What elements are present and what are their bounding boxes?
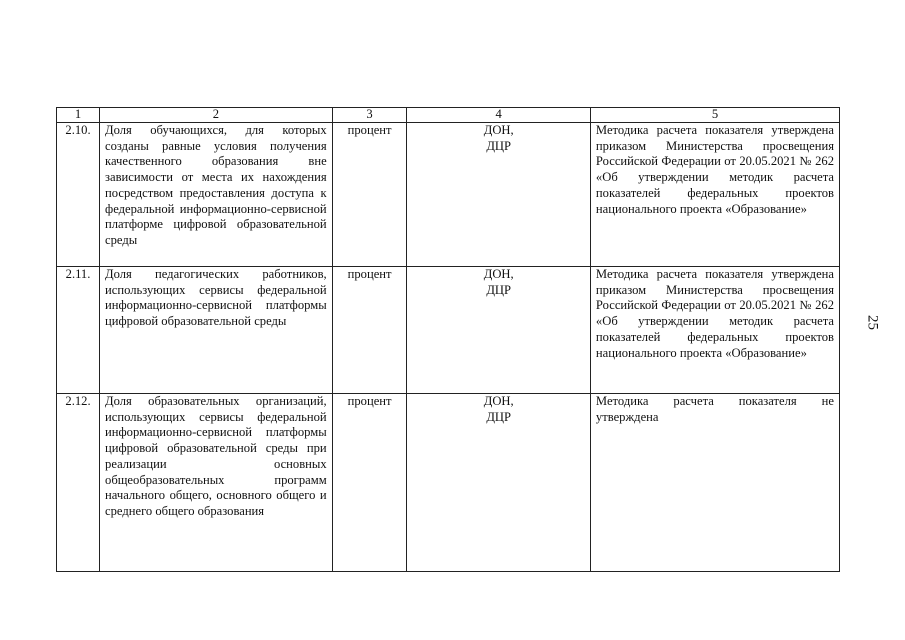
- indicators-table: [56, 107, 840, 572]
- table-row: [57, 267, 840, 394]
- table-row: [57, 394, 840, 572]
- measurement-unit: процент: [332, 394, 407, 572]
- responsible-line: ДОН,: [483, 394, 514, 408]
- responsible-cell: [407, 123, 590, 267]
- responsible-cell: [407, 267, 590, 394]
- responsible-line: ДОН,: [483, 123, 514, 137]
- indicator-name: Доля педагогических работников, использующих сервисы федеральной информационно-сервисной платформы цифровой образовательной среды: [100, 267, 333, 394]
- row-number: 2.11.: [57, 267, 100, 394]
- header-cell: 1: [57, 108, 100, 123]
- methodology-text: Методика расчета показателя не утверждена: [590, 394, 839, 572]
- methodology-text: Методика расчета показателя утверждена приказом Министерства просвещения Российской Федерации от 20.05.2021 № 262 «Об утверждении методик расчета показателей федеральных проектов национального проекта «Образование»: [590, 267, 839, 394]
- row-number: 2.10.: [57, 123, 100, 267]
- row-number: 2.12.: [57, 394, 100, 572]
- header-cell: 5: [590, 108, 839, 123]
- responsible-line: ДЦР: [486, 409, 512, 424]
- responsible-cell: [407, 394, 590, 572]
- header-cell: 2: [100, 108, 333, 123]
- page-number: 25: [864, 315, 881, 330]
- indicator-name: Доля образовательных организаций, использующих сервисы федеральной информационно-сервисной платформы цифровой образовательной среды при реализации основных общеобразовательных программ начального общего, основного общего и среднего общего образования: [100, 394, 333, 572]
- responsible-line: ДОН,: [483, 267, 514, 281]
- header-cell: 3: [332, 108, 407, 123]
- indicator-name: Доля обучающихся, для которых созданы равные условия получения качественного образования вне зависимости от места их нахождения посредством предоставления доступа к федеральной информационно-сервисной платформе цифровой образовательной среды: [100, 123, 333, 267]
- table-row: [57, 123, 840, 267]
- methodology-text: Методика расчета показателя утверждена приказом Министерства просвещения Российской Федерации от 20.05.2021 № 262 «Об утверждении методик расчета показателей федеральных проектов национального проекта «Образование»: [590, 123, 839, 267]
- header-cell: 4: [407, 108, 590, 123]
- measurement-unit: процент: [332, 267, 407, 394]
- responsible-line: ДЦР: [486, 138, 512, 153]
- responsible-line: ДЦР: [486, 282, 512, 297]
- table-header-row: [57, 108, 840, 123]
- measurement-unit: процент: [332, 123, 407, 267]
